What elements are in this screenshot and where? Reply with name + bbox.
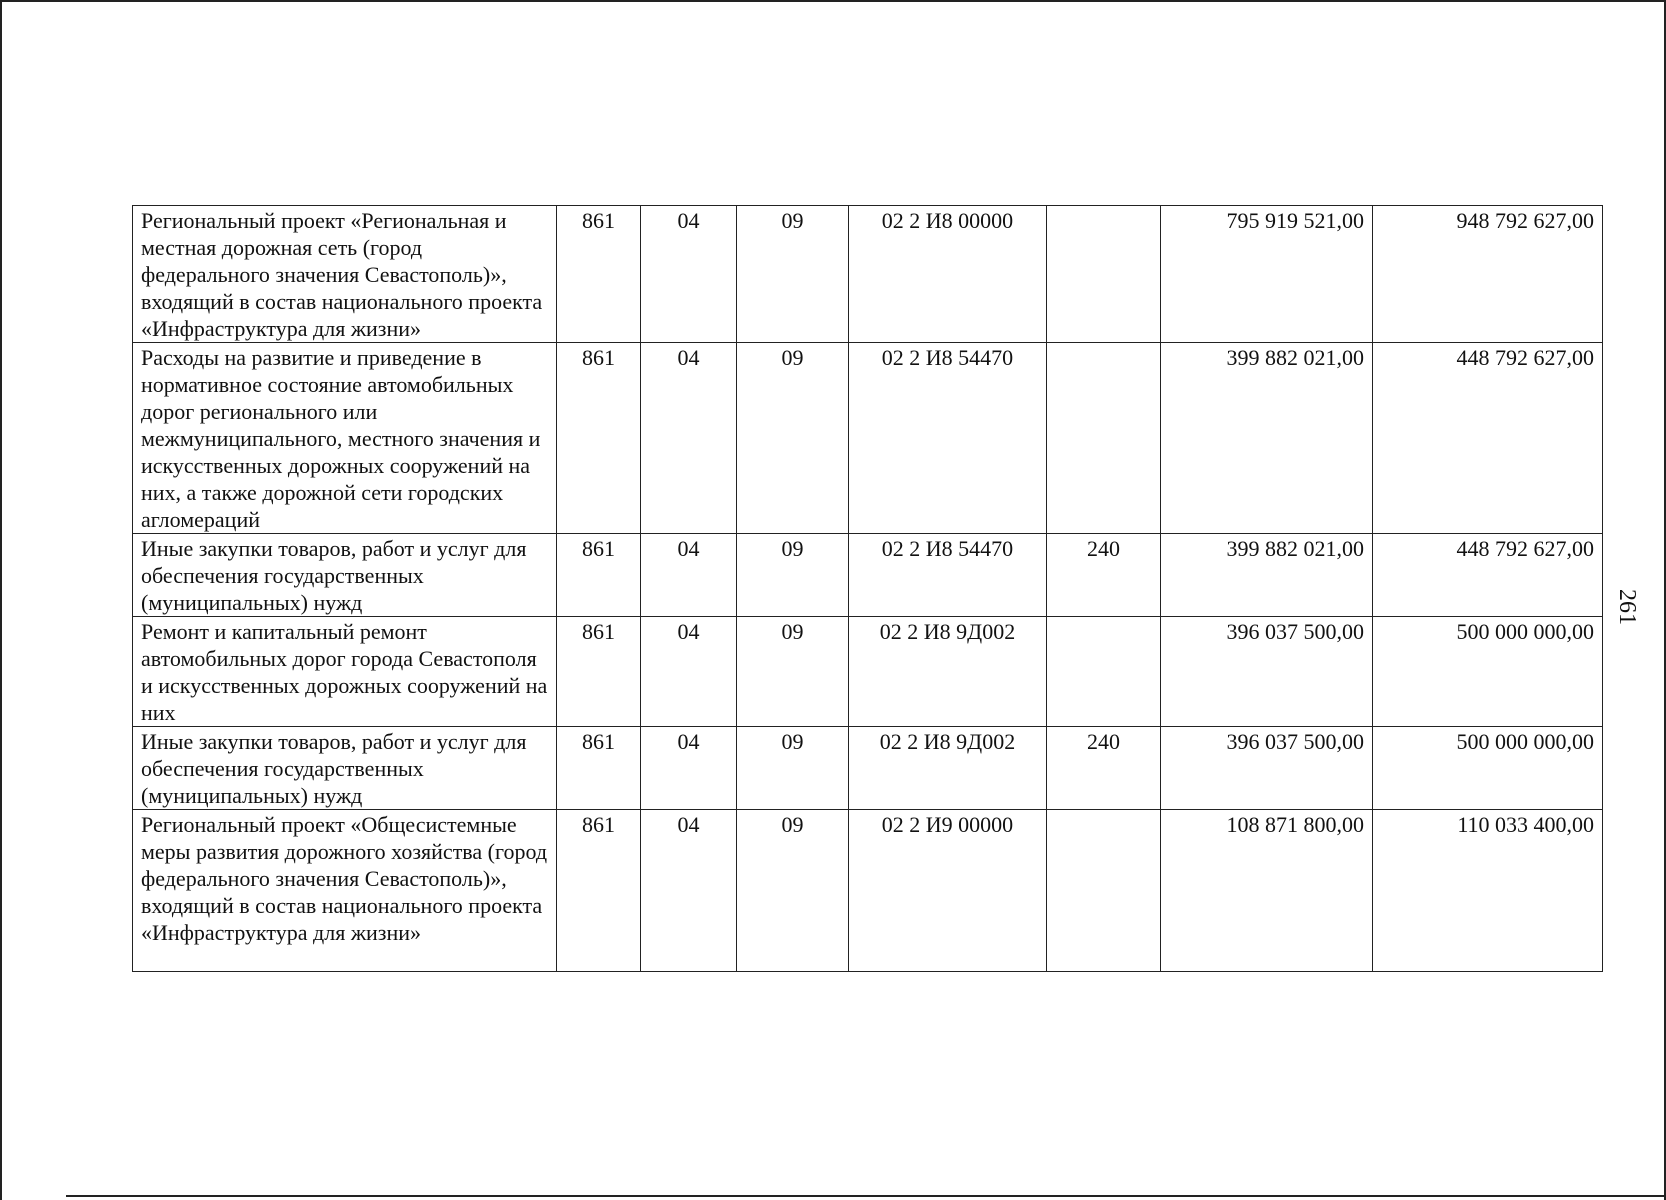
section-code: 04 — [641, 343, 737, 534]
table-row — [133, 727, 1603, 810]
section-code: 04 — [641, 810, 737, 972]
expense-type-code — [1047, 810, 1161, 972]
amount-year-1: 399 882 021,00 — [1161, 343, 1373, 534]
ministry-code: 861 — [557, 617, 641, 727]
table-body — [133, 206, 1603, 972]
amount-year-2: 110 033 400,00 — [1373, 810, 1603, 972]
target-item-code: 02 2 И8 00000 — [849, 206, 1047, 343]
amount-year-2: 448 792 627,00 — [1373, 343, 1603, 534]
target-item-code: 02 2 И9 00000 — [849, 810, 1047, 972]
expense-type-code — [1047, 617, 1161, 727]
subsection-code: 09 — [737, 343, 849, 534]
subsection-code: 09 — [737, 206, 849, 343]
row-name: Региональный проект «Региональная и местная дорожная сеть (город федерального значения Севастополь)», входящий в состав национального проекта «Инфраструктура для жизни» — [133, 206, 557, 343]
ministry-code: 861 — [557, 206, 641, 343]
scan-border-top — [0, 0, 1666, 2]
section-code: 04 — [641, 206, 737, 343]
table-row — [133, 534, 1603, 617]
target-item-code: 02 2 И8 54470 — [849, 534, 1047, 617]
row-name: Ремонт и капитальный ремонт автомобильных дорог города Севастополя и искусственных дорожных сооружений на них — [133, 617, 557, 727]
expense-type-code — [1047, 206, 1161, 343]
target-item-code: 02 2 И8 54470 — [849, 343, 1047, 534]
amount-year-2: 500 000 000,00 — [1373, 727, 1603, 810]
target-item-code: 02 2 И8 9Д002 — [849, 617, 1047, 727]
amount-year-1: 399 882 021,00 — [1161, 534, 1373, 617]
budget-table — [132, 205, 1603, 972]
table-row — [133, 617, 1603, 727]
target-item-code: 02 2 И8 9Д002 — [849, 727, 1047, 810]
scan-border-bottom — [66, 1195, 1666, 1197]
subsection-code: 09 — [737, 727, 849, 810]
ministry-code: 861 — [557, 534, 641, 617]
amount-year-1: 795 919 521,00 — [1161, 206, 1373, 343]
table-row — [133, 206, 1603, 343]
ministry-code: 861 — [557, 727, 641, 810]
amount-year-1: 396 037 500,00 — [1161, 727, 1373, 810]
amount-year-2: 500 000 000,00 — [1373, 617, 1603, 727]
row-name: Региональный проект «Общесистемные меры развития дорожного хозяйства (город федерального значения Севастополь)», входящий в состав национального проекта «Инфраструктура для жизни» — [133, 810, 557, 972]
amount-year-2: 948 792 627,00 — [1373, 206, 1603, 343]
page-number: 261 — [1614, 589, 1640, 625]
expense-type-code: 240 — [1047, 727, 1161, 810]
subsection-code: 09 — [737, 810, 849, 972]
amount-year-1: 396 037 500,00 — [1161, 617, 1373, 727]
table-row — [133, 810, 1603, 972]
section-code: 04 — [641, 617, 737, 727]
expense-type-code: 240 — [1047, 534, 1161, 617]
ministry-code: 861 — [557, 810, 641, 972]
row-name: Иные закупки товаров, работ и услуг для обеспечения государственных (муниципальных) нужд — [133, 534, 557, 617]
section-code: 04 — [641, 534, 737, 617]
expense-type-code — [1047, 343, 1161, 534]
subsection-code: 09 — [737, 617, 849, 727]
row-name: Расходы на развитие и приведение в нормативное состояние автомобильных дорог регионального или межмуниципального, местного значения и искусственных дорожных сооружений на них, а также дорожной сети городских агломераций — [133, 343, 557, 534]
section-code: 04 — [641, 727, 737, 810]
amount-year-1: 108 871 800,00 — [1161, 810, 1373, 972]
ministry-code: 861 — [557, 343, 641, 534]
table-row — [133, 343, 1603, 534]
scan-border-left — [0, 0, 2, 1200]
row-name: Иные закупки товаров, работ и услуг для обеспечения государственных (муниципальных) нужд — [133, 727, 557, 810]
subsection-code: 09 — [737, 534, 849, 617]
amount-year-2: 448 792 627,00 — [1373, 534, 1603, 617]
